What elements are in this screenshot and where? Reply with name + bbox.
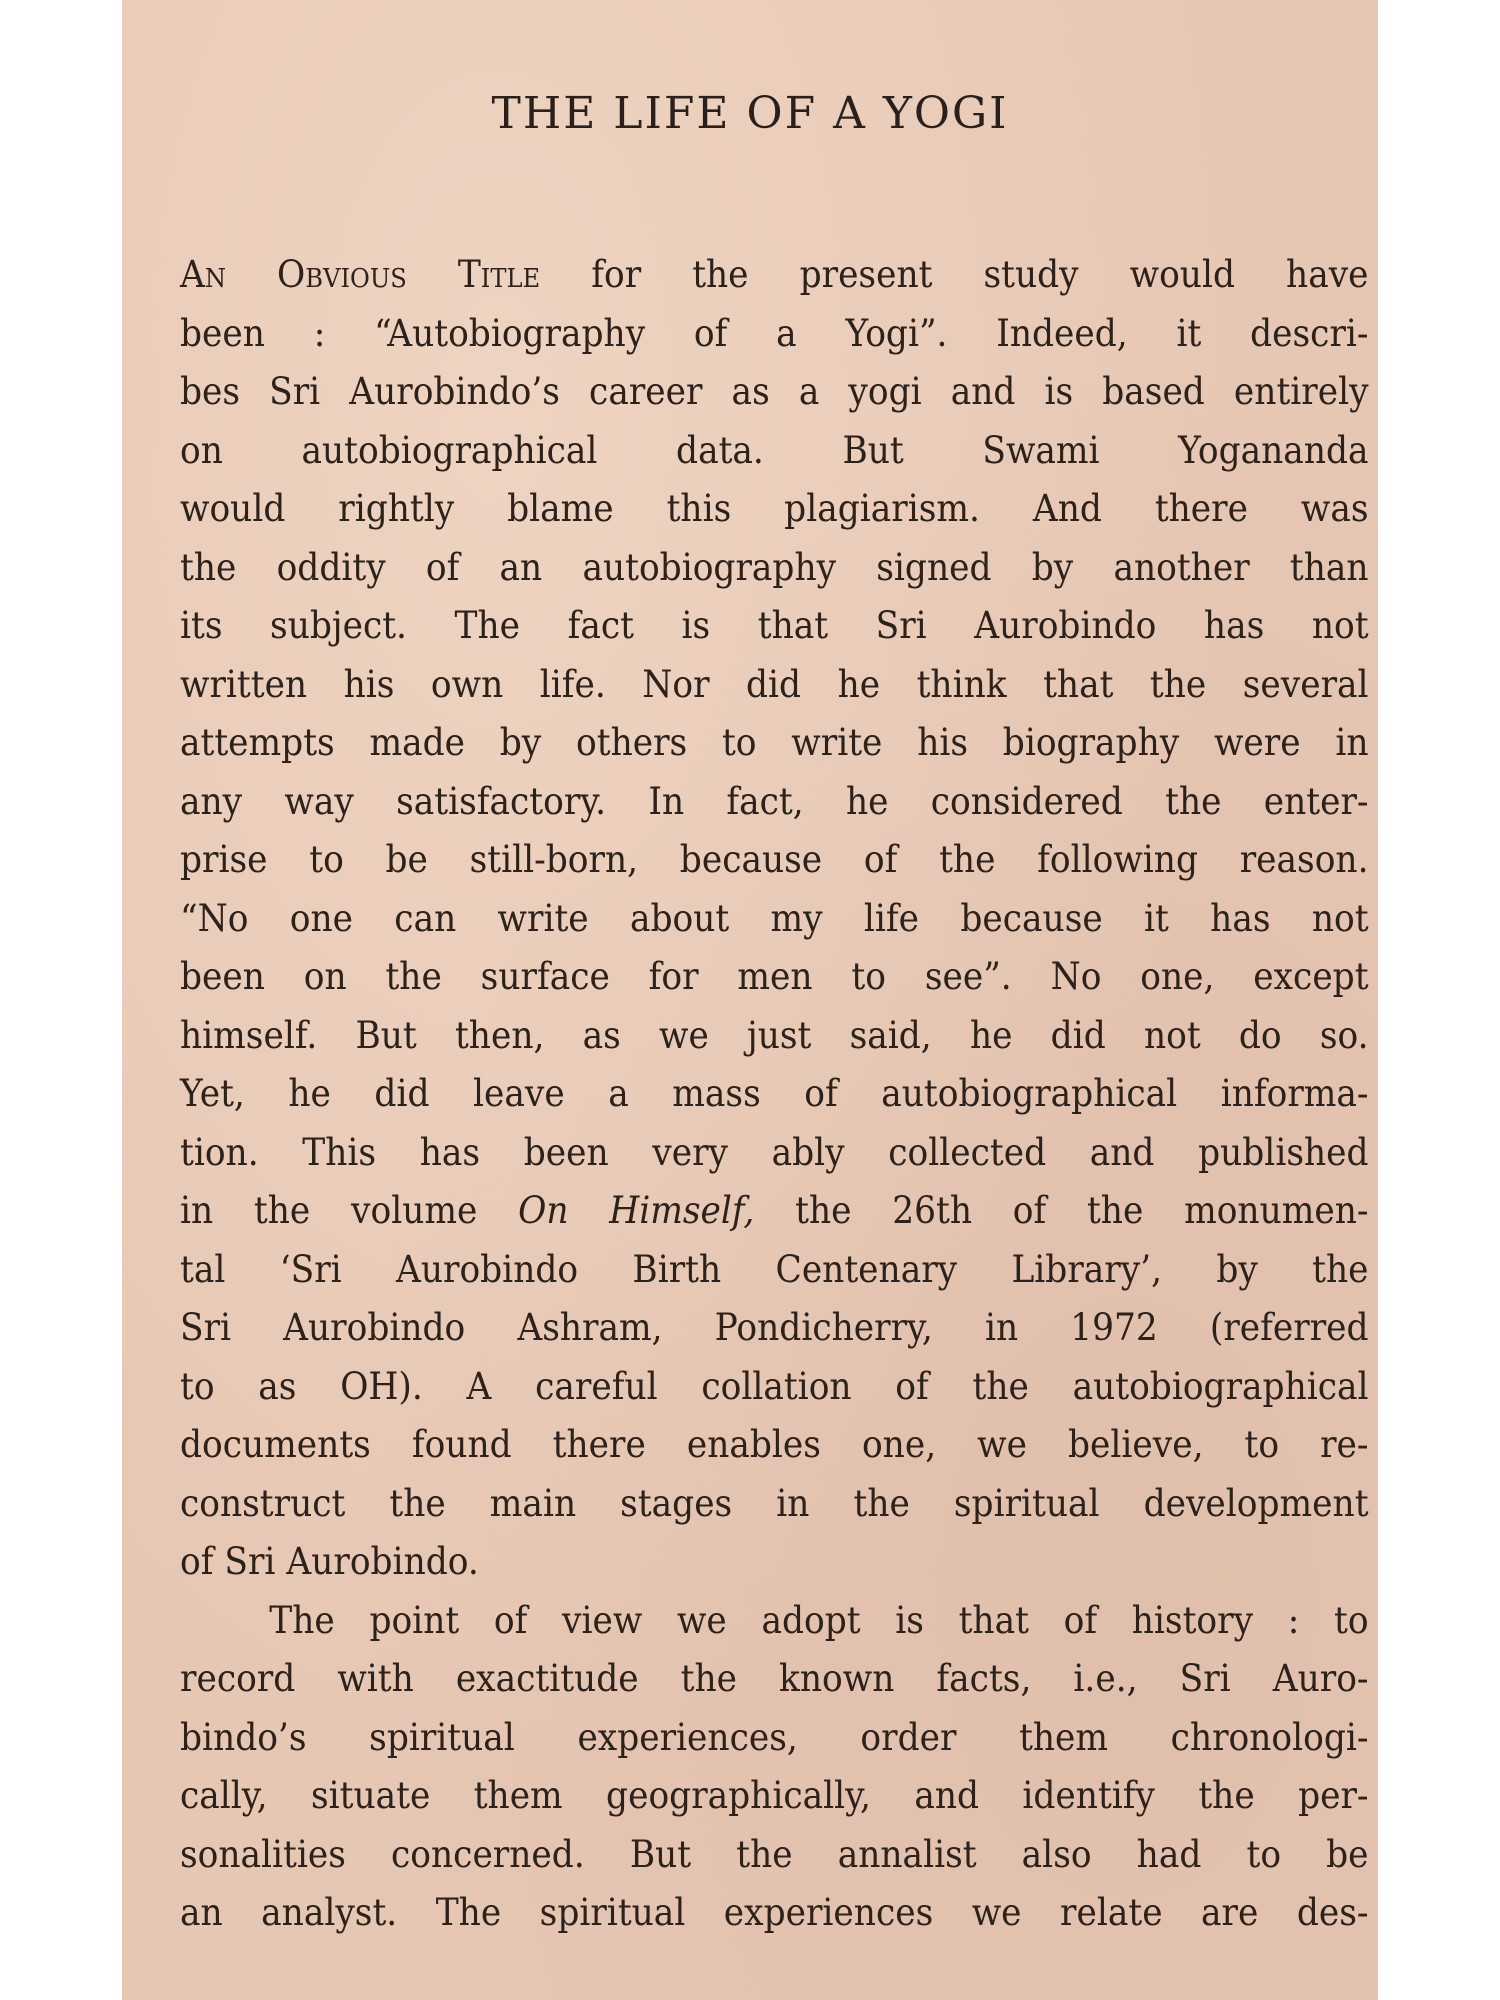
text-line: “No one can write about my life because it has not [180, 896, 1369, 940]
body-text [180, 246, 1369, 1943]
text-line: on autobiographical data. But Swami Yogananda [180, 428, 1369, 472]
text-line-with-italic-title: in the volume On Himself, the 26th of the monumen- [180, 1189, 1369, 1232]
text-line: attempts made by others to write his biography were in [180, 721, 1369, 764]
text-line: record with exactitude the known facts, i.e., Sri Auro- [180, 1657, 1369, 1700]
book-page [122, 0, 1378, 2000]
text-line: Yet, he did leave a mass of autobiographical informa- [180, 1072, 1369, 1115]
text-line: Sri Aurobindo Ashram, Pondicherry, in 1972 (referred [180, 1306, 1369, 1349]
lead-in-small-caps: An Obvious Title [180, 253, 541, 296]
text-line: been on the surface for men to see”. No one, except [180, 955, 1369, 998]
text-line: would rightly blame this plagiarism. And there was [180, 487, 1369, 530]
text-line: cally, situate them geographically, and identify the per- [180, 1774, 1369, 1817]
text-line: construct the main stages in the spiritual development [180, 1481, 1369, 1525]
text-line: an analyst. The spiritual experiences we relate are des- [180, 1891, 1369, 1934]
text-line: sonalities concerned. But the annalist also had to be [180, 1832, 1369, 1876]
text-line: been : “Autobiography of a Yogi”. Indeed, it descri- [180, 311, 1369, 355]
paragraph-2 [180, 1592, 1369, 1943]
text-line: bindo’s spiritual experiences, order them chronologi- [180, 1715, 1369, 1759]
text-line: The point of view we adopt is that of history : to [269, 1598, 1369, 1642]
paragraph-1 [180, 246, 1369, 1592]
text-line: the oddity of an autobiography signed by another than [180, 545, 1369, 589]
text-line: himself. But then, as we just said, he did not do so. [180, 1013, 1369, 1057]
text-line: its subject. The fact is that Sri Aurobindo has not [180, 604, 1369, 647]
book-title-italic: On Himself, [518, 1189, 755, 1232]
text-line: any way satisfactory. In fact, he considered the enter- [180, 779, 1369, 823]
page-title: THE LIFE OF A YOGI [491, 88, 1009, 139]
text-line: to as OH). A careful collation of the autobiographical [180, 1364, 1369, 1408]
text-line: tion. This has been very ably collected and published [180, 1130, 1369, 1174]
text-line: prise to be still-born, because of the following reason. [180, 838, 1369, 881]
text-line: bes Sri Aurobindo’s career as a yogi and is based entirely [180, 370, 1369, 413]
text-line: An Obvious Title for the present study would have [180, 253, 1369, 296]
text-line: tal ‘Sri Aurobindo Birth Centenary Library’, by the [180, 1247, 1369, 1291]
text-line: written his own life. Nor did he think that the several [180, 662, 1369, 706]
text-line: documents found there enables one, we believe, to re- [180, 1423, 1369, 1466]
text-line: of Sri Aurobindo. [180, 1540, 479, 1583]
